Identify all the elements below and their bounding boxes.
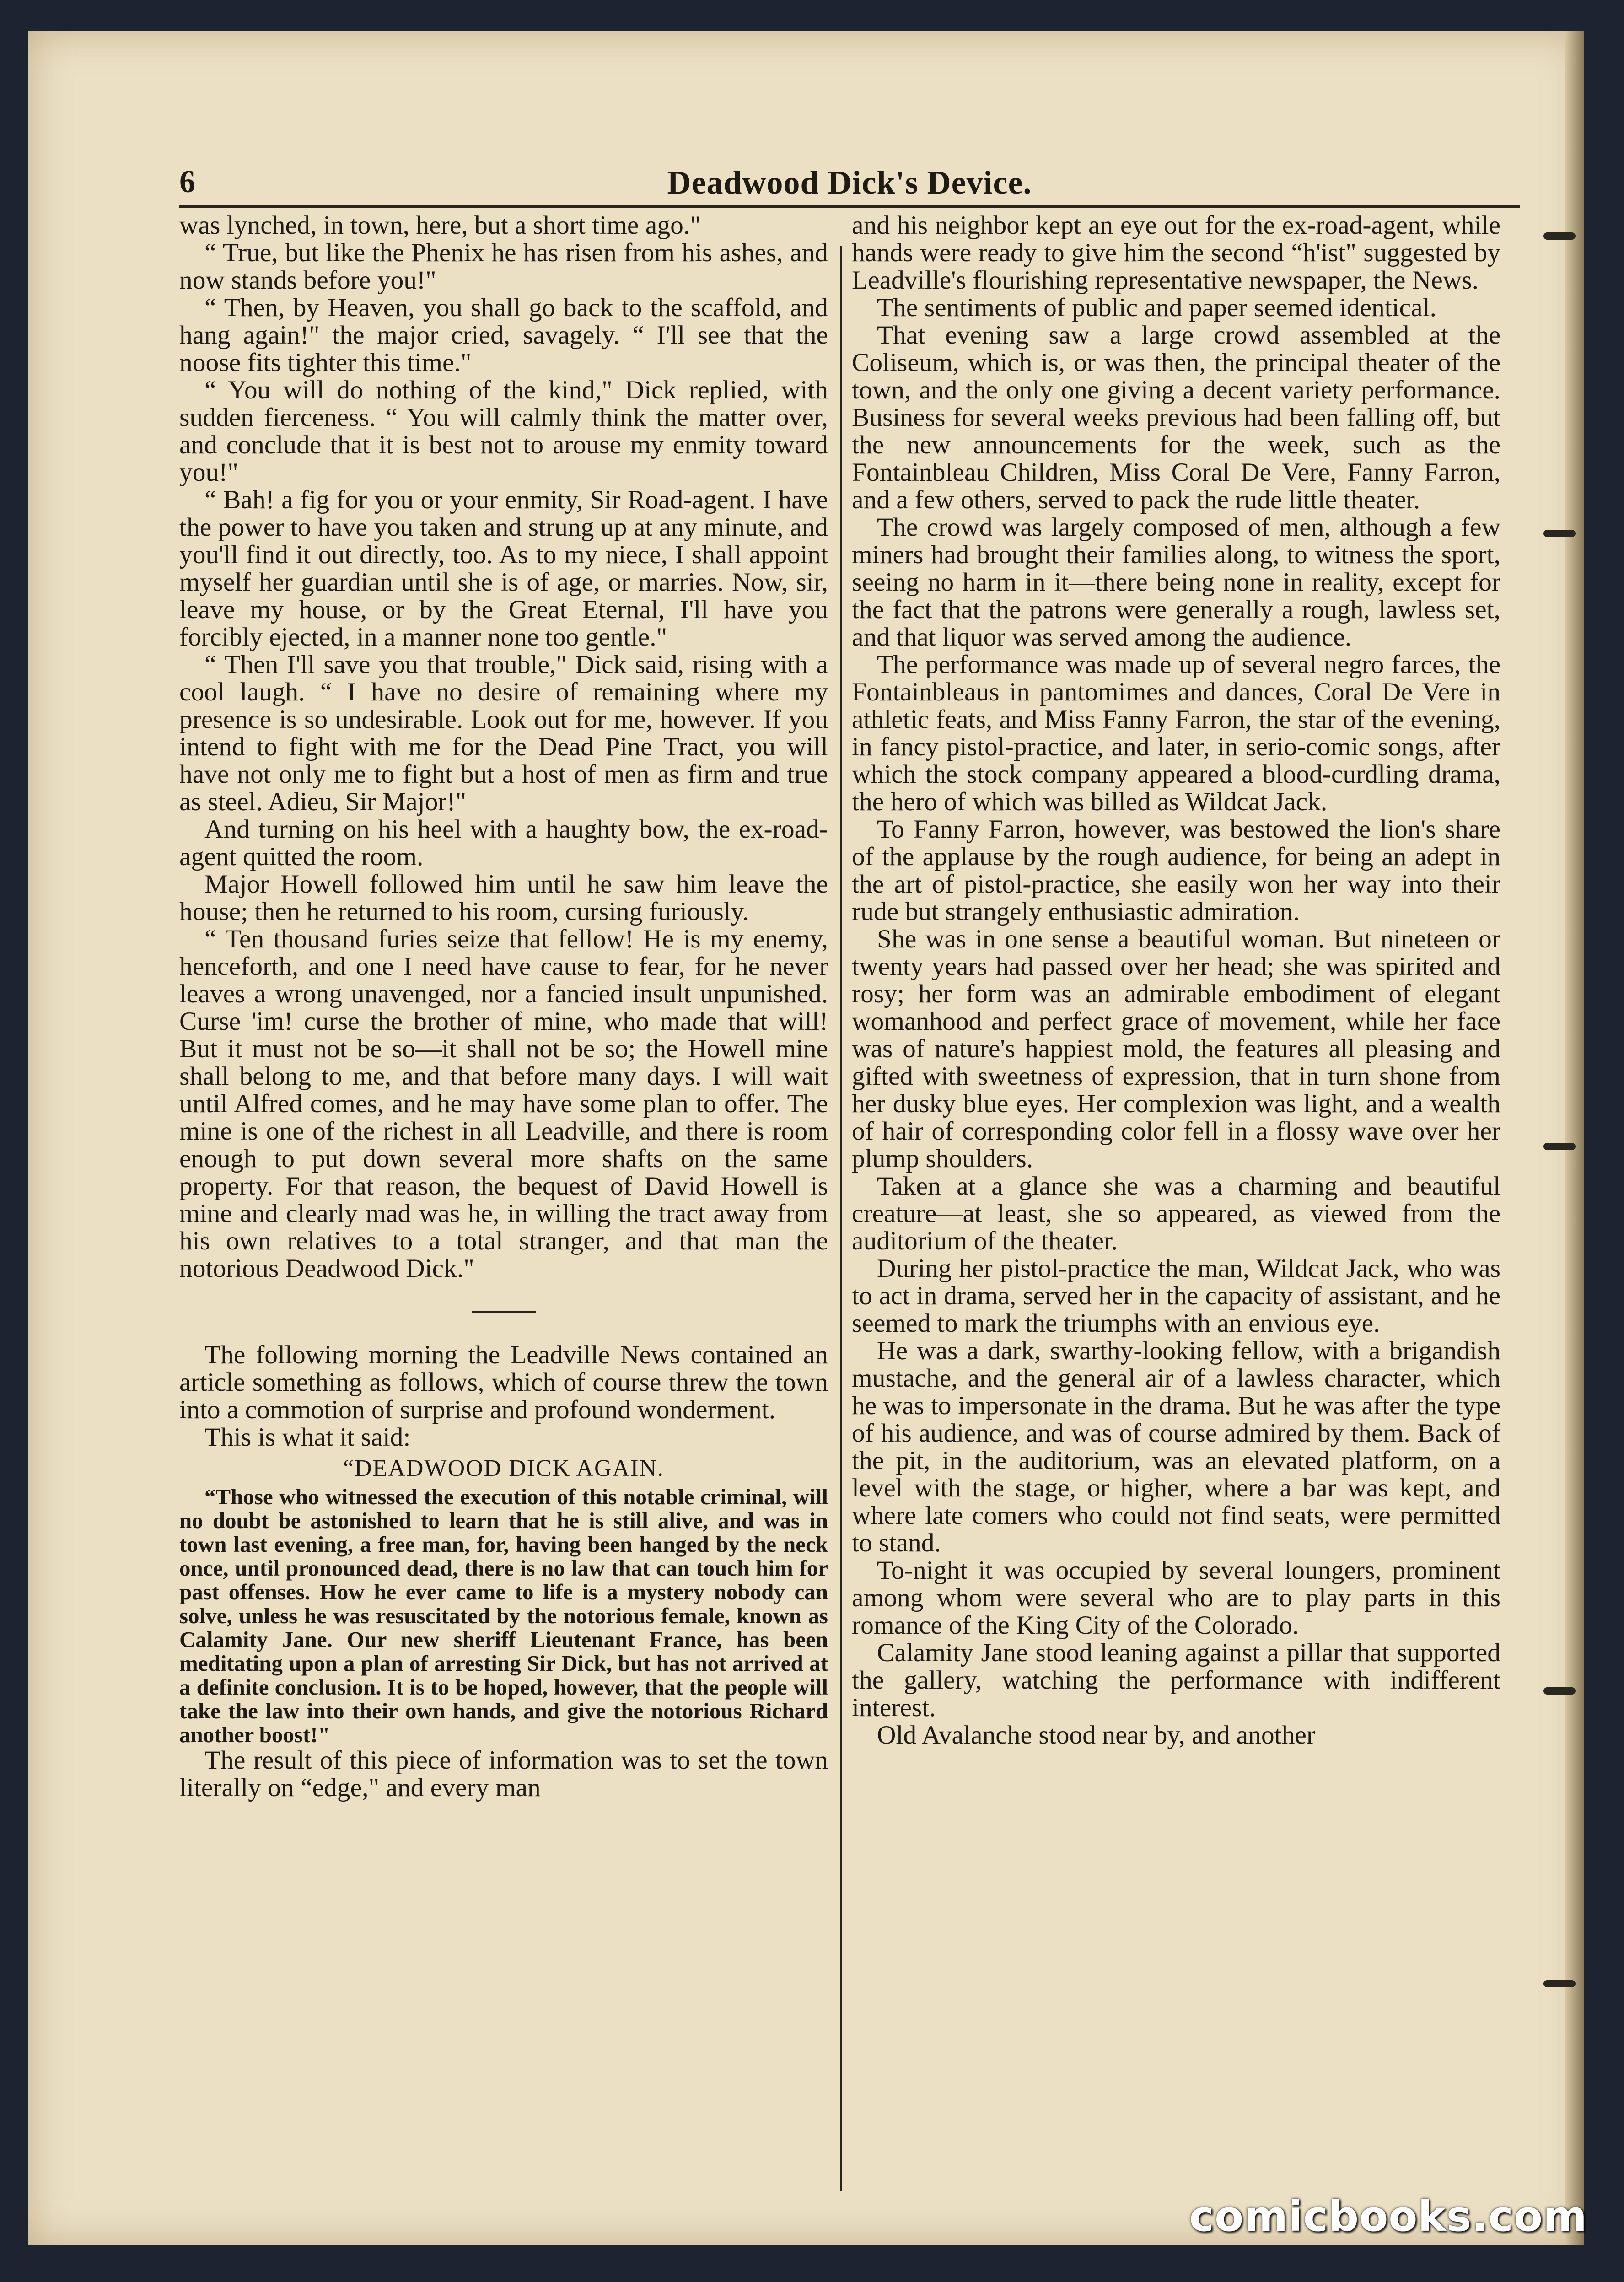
binding-staple — [1543, 1687, 1576, 1695]
binding-staple — [1543, 530, 1576, 537]
paragraph: “ True, but like the Phenix he has risen from his ashes, and now stands before you!" — [179, 238, 828, 295]
paragraph: “ Ten thousand furies seize that fellow! He is my enemy, henceforth, and one I need have cause to fear, for he never leaves a wrong unavenged, nor a fancied insult unpunished. Curse 'im! curse the brother of mine, who made that will! But it must not be so—it shall not be so; the Howell mine shall belong to me, and that before many days. I will wait until Alfred comes, and he may have some plan to offer. The mine is one of the richest in all Leadville, and there is room enough to put down several more shafts on the same property. For that reason, the bequest of David Howell is mine and clearly mad was he, in willing the tract away from his own relatives to a total stranger, and that man the notorious Deadwood Dick." — [179, 925, 828, 1283]
book-page — [28, 31, 1584, 2245]
paragraph: Calamity Jane stood leaning against a pillar that supported the gallery, watching the performance with indifferent interest. — [852, 1638, 1500, 1722]
paragraph: The sentiments of public and paper seemed identical. — [877, 293, 1437, 322]
left-column — [179, 212, 828, 1802]
watermark-logo: comicbooks.com — [1189, 2192, 1587, 2241]
article-title: “DEADWOOD DICK AGAIN. — [343, 1455, 664, 1481]
paragraph: The following morning the Leadville News contained an article something as follows, which of course threw the town into a commotion of surprise and profound wonderment. — [179, 1340, 828, 1424]
binding-staple — [1543, 232, 1576, 240]
paragraph: Major Howell followed him until he saw him leave the house; then he returned to his room, cursing furiously. — [179, 870, 828, 926]
page-spine-shadow — [1565, 31, 1584, 2245]
binding-staple — [1543, 1980, 1576, 1987]
paragraph: “ You will do nothing of the kind," Dick replied, with sudden fierceness. “ You will calmly think the matter over, and conclude that it is best not to arouse my enmity toward you!" — [179, 376, 828, 487]
paragraph: “ Then I'll save you that trouble," Dick said, rising with a cool laugh. “ I have no desire of remaining where my presence is so undesirable. Look out for me, however. If you intend to fight with me for the Dead Pine Tract, you will have not only me to fight but a host of men as firm and true as steel. Adieu, Sir Major!" — [179, 650, 828, 816]
paragraph: “ Then, by Heaven, you shall go back to the scaffold, and hang again!" the major cried, savagely. “ I'll see that the noose fits tighter this time." — [179, 293, 828, 377]
paragraph: To Fanny Farron, however, was bestowed the lion's share of the applause by the rough audience, for being an adept in the art of pistol-practice, she easily won her way into their rude but strangely enthusiastic admiration. — [852, 815, 1500, 926]
section-divider — [472, 1311, 536, 1313]
paragraph: That evening saw a large crowd assembled at the Coliseum, which is, or was then, the principal theater of the town, and the only one giving a decent variety performance. Business for several weeks previous had been falling off, but the new announcements for the week, such as the Fontainbleau Children, Miss Coral De Vere, Fanny Farron, and a few others, served to pack the rude little theater. — [852, 321, 1500, 514]
page-number: 6 — [179, 164, 195, 199]
paragraph: He was a dark, swarthy-looking fellow, with a brigandish mustache, and the general air of a lawless character, which he was to impersonate in the drama. But he was after the type of his audience, and was of course admired by them. Back of the pit, in the auditorium, was an elevated platform, on a level with the stage, or higher, where a bar was kept, and where late comers who could not find seats, were permitted to stand. — [852, 1336, 1500, 1557]
binding-staple — [1543, 1143, 1576, 1150]
article-body: “Those who witnessed the execution of this notable criminal, will no doubt be astonished to learn that he is still alive, and was in town last evening, a free man, for, having been hanged by the neck once, until pronounced dead, there is no law that can touch him for past offenses. How he ever came to life is a mystery nobody can solve, unless he was resuscitated by the notorious female, known as Calamity Jane. Our new sheriff Lieutenant France, has been meditating upon a plan of arresting Sir Dick, but has not arrived at a definite conclusion. It is to be hoped, however, that the people will take the law into their own hands, and give the notorious Richard another boost!" — [179, 1484, 828, 1747]
paragraph: This is what it said: — [204, 1423, 411, 1452]
right-column — [852, 212, 1500, 1749]
paragraph: Taken at a glance she was a charming and beautiful creature—at least, she so appeared, as viewed from the auditorium of the theater. — [852, 1172, 1500, 1255]
paragraph: And turning on his heel with a haughty bow, the ex-road-agent quitted the room. — [179, 815, 828, 871]
paragraph: The crowd was largely composed of men, although a few miners had brought their families along, to witness the sport, seeing no harm in it—there being none in reality, except for the fact that the patrons were generally a rough, lawless set, and that liquor was served among the audience. — [852, 513, 1500, 651]
paragraph: Old Avalanche stood near by, and another — [877, 1721, 1316, 1749]
column-rule — [840, 246, 842, 2191]
paragraph: To-night it was occupied by several loungers, prominent among whom were several who are to play parts in this romance of the King City of the Colorado. — [852, 1556, 1500, 1640]
paragraph: “ Bah! a fig for you or your enmity, Sir Road-agent. I have the power to have you taken and strung up at any minute, and you'll find it out directly, too. As to my niece, I shall appoint myself her guardian until she is of age, or marries. Now, sir, leave my house, or by the Great Eternal, I'll have you forcibly ejected, in a manner none too gentle." — [179, 485, 828, 651]
paragraph: The result of this piece of information was to set the town literally on “edge," and every man — [179, 1746, 828, 1802]
paragraph: She was in one sense a beautiful woman. But nineteen or twenty years had passed over her head; she was spirited and rosy; her form was an admirable embodiment of elegant womanhood and perfect grace of movement, while her face was of nature's happiest mold, the features all pleasing and gifted with sweetness of expression, that in turn shone from her dusky blue eyes. Her complexion was light, and a wealth of hair of corresponding color fell in a flossy wave over her plump shoulders. — [852, 925, 1500, 1173]
paragraph: The performance was made up of several negro farces, the Fontainbleaus in pantomimes and dances, Coral De Vere in athletic feats, and Miss Fanny Farron, the star of the evening, in fancy pistol-practice, and later, in serio-comic songs, after which the stock company appeared a blood-curdling drama, the hero of which was billed as Wildcat Jack. — [852, 650, 1500, 816]
page-header — [179, 145, 1520, 208]
paragraph: was lynched, in town, here, but a short time ago." — [179, 211, 701, 240]
paragraph: During her pistol-practice the man, Wildcat Jack, who was to act in drama, served her in the capacity of assistant, and he seemed to mark the triumphs with an envious eye. — [852, 1254, 1500, 1338]
paragraph: and his neighbor kept an eye out for the ex-road-agent, while hands were ready to give him the second “h'ist" suggested by Leadville's flourishing representative newspaper, the News. — [852, 211, 1500, 295]
running-title: Deadwood Dick's Device. — [667, 164, 1032, 201]
